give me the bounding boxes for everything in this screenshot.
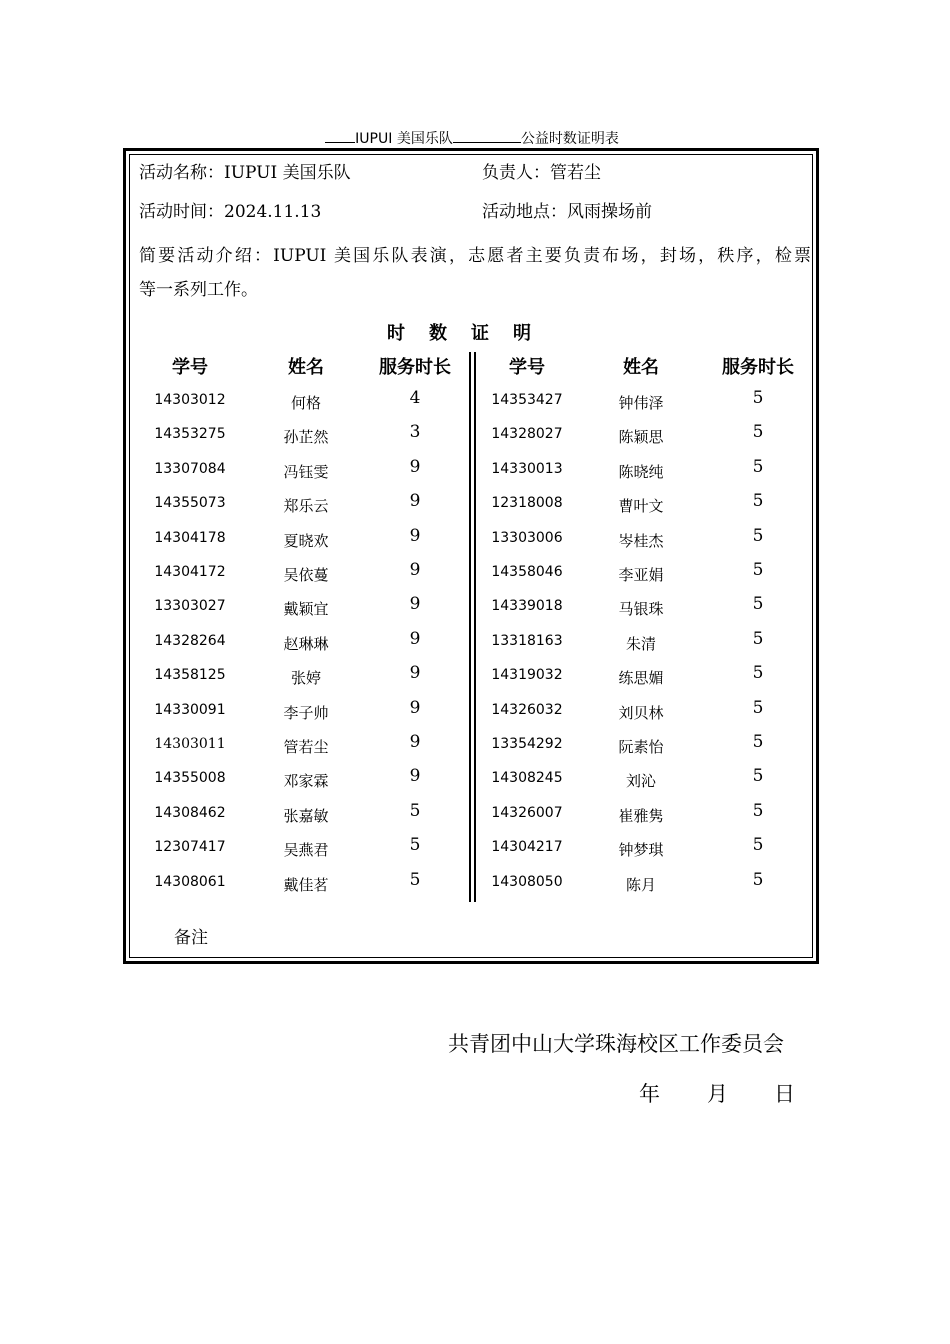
left-row-name: 管若尘: [283, 738, 329, 756]
intro-line-1: 简要活动介绍：IUPUI 美国乐队表演，志愿者主要负责布场，封场，秩序，检票: [139, 246, 811, 266]
left-row-id: 12307417: [154, 839, 226, 856]
right-row-name: 曹叶文: [618, 497, 664, 516]
left-row-hours: 4: [409, 388, 421, 408]
right-row-hours: 5: [752, 388, 764, 408]
right-row-id: 13354292: [491, 736, 563, 752]
left-row-name: 戴颖宜: [283, 600, 329, 619]
right-row-hours: 5: [752, 869, 764, 890]
activity-time: 活动时间：2024.11.13: [139, 202, 322, 222]
right-row-id: 12318008: [491, 495, 563, 512]
right-row-id: 14308245: [491, 770, 563, 787]
left-row-id: 14303011: [154, 736, 226, 752]
left-row-name: 孙芷然: [283, 428, 329, 447]
left-row-hours: 3: [409, 422, 421, 443]
document-title: [124, 127, 820, 149]
right-row-name: 岑桂杰: [618, 531, 664, 550]
title-blank-1: [325, 127, 355, 143]
left-row-id: 14304178: [154, 529, 226, 546]
right-row-name: 陈颖思: [618, 428, 664, 447]
left-row-hours: 5: [409, 869, 421, 890]
left-row-id: 14303012: [154, 392, 226, 408]
title-prefix: IUPUI 美国乐队: [355, 131, 453, 147]
left-row-hours: 9: [409, 594, 421, 615]
remark-label: 备注: [174, 928, 208, 948]
right-row-name: 崔雅隽: [618, 806, 664, 825]
column-divider: [469, 352, 476, 902]
right-row-id: 14353427: [491, 392, 563, 408]
date-month: 月: [707, 1082, 728, 1106]
right-row-id: 14326007: [491, 804, 563, 821]
title-blank-2: [453, 127, 521, 143]
right-row-hours: 5: [752, 835, 764, 856]
activity-intro: [139, 239, 811, 307]
right-row-hours: 5: [752, 732, 764, 752]
right-row-name: 刘贝林: [618, 703, 664, 722]
right-row-name: 阮素怡: [618, 738, 664, 756]
left-row-hours: 9: [409, 525, 421, 546]
right-header-hours: 服务时长: [722, 357, 794, 378]
right-row-hours: 5: [752, 697, 764, 718]
left-row-id: 14304172: [154, 564, 226, 580]
left-row-id: 14355073: [154, 495, 226, 512]
right-row-id: 14339018: [491, 598, 563, 615]
right-row-hours: 5: [752, 766, 764, 787]
left-row-id: 14308462: [154, 804, 226, 821]
left-row-id: 14355008: [154, 770, 226, 787]
right-row-id: 14330013: [491, 460, 563, 477]
right-row-hours: 5: [752, 525, 764, 546]
right-row-name: 钟梦琪: [618, 841, 664, 860]
right-row-name: 陈月: [625, 875, 656, 894]
right-row-hours: 5: [752, 663, 764, 684]
certificate-frame: [123, 148, 819, 964]
right-row-name: 朱清: [625, 634, 656, 653]
right-row-hours: 5: [752, 422, 764, 443]
left-row-id: 14330091: [154, 701, 226, 718]
left-row-hours: 9: [409, 766, 421, 787]
date-year: 年: [639, 1082, 660, 1106]
left-header-name: 姓名: [288, 357, 324, 378]
right-row-hours: 5: [752, 491, 764, 512]
section-title: 时数证明: [387, 323, 555, 344]
left-row-name: 夏晓欢: [283, 531, 329, 550]
right-row-name: 李亚娟: [618, 566, 664, 584]
left-row-id: 14353275: [154, 426, 226, 443]
right-row-name: 练思媚: [618, 669, 664, 688]
left-header-hours: 服务时长: [379, 357, 451, 378]
left-row-name: 李子帅: [283, 703, 329, 722]
left-row-name: 冯钰雯: [283, 462, 329, 481]
left-row-name: 张婷: [290, 669, 321, 688]
right-row-hours: 5: [752, 800, 764, 821]
left-row-name: 何格: [290, 394, 321, 412]
right-row-hours: 5: [752, 628, 764, 649]
left-row-hours: 9: [409, 663, 421, 684]
left-row-name: 郑乐云: [283, 497, 329, 516]
right-row-name: 钟伟泽: [618, 394, 664, 412]
right-row-name: 陈晓纯: [618, 462, 664, 481]
right-row-id: 14308050: [491, 873, 563, 890]
intro-line-2: 等一系列工作。: [139, 280, 258, 300]
title-suffix: 公益时数证明表: [520, 131, 619, 147]
left-row-hours: 9: [409, 732, 421, 752]
right-row-id: 14319032: [491, 667, 563, 684]
left-row-hours: 5: [409, 800, 421, 821]
right-header-name: 姓名: [623, 357, 659, 378]
right-row-id: 13303006: [491, 529, 563, 546]
left-row-id: 14328264: [154, 632, 226, 649]
left-row-id: 13303027: [154, 598, 226, 615]
right-row-hours: 5: [752, 456, 764, 477]
left-row-name: 吴燕君: [283, 841, 329, 860]
left-row-id: 14308061: [154, 873, 226, 890]
right-row-id: 14326032: [491, 701, 563, 718]
left-row-hours: 9: [409, 456, 421, 477]
activity-name: 活动名称：IUPUI 美国乐队: [139, 163, 351, 183]
left-row-hours: 5: [409, 835, 421, 856]
left-row-id: 13307084: [154, 460, 226, 477]
right-row-id: 14358046: [491, 564, 563, 580]
left-row-name: 赵琳琳: [283, 634, 329, 653]
left-row-hours: 9: [409, 628, 421, 649]
right-header-id: 学号: [509, 357, 545, 378]
left-row-name: 张嘉敏: [283, 806, 329, 825]
right-row-hours: 5: [752, 560, 764, 580]
activity-location: 活动地点：风雨操场前: [482, 202, 652, 222]
date-day: 日: [774, 1082, 795, 1106]
left-row-name: 邓家霖: [283, 772, 329, 791]
right-row-name: 马银珠: [618, 600, 664, 619]
left-row-name: 戴佳茗: [283, 875, 329, 894]
right-row-hours: 5: [752, 594, 764, 615]
issuing-organization: 共青团中山大学珠海校区工作委员会: [448, 1032, 784, 1056]
right-row-name: 刘沁: [625, 772, 656, 791]
left-row-id: 14358125: [154, 667, 226, 684]
left-header-id: 学号: [172, 357, 208, 378]
left-row-name: 吴依蔓: [283, 566, 329, 584]
right-row-id: 14304217: [491, 839, 563, 856]
left-row-hours: 9: [409, 697, 421, 718]
right-row-id: 13318163: [491, 632, 563, 649]
leader: 负责人：管若尘: [482, 163, 601, 183]
right-row-id: 14328027: [491, 426, 563, 443]
left-row-hours: 9: [409, 560, 421, 580]
certificate-inner-frame: [129, 154, 813, 958]
left-row-hours: 9: [409, 491, 421, 512]
